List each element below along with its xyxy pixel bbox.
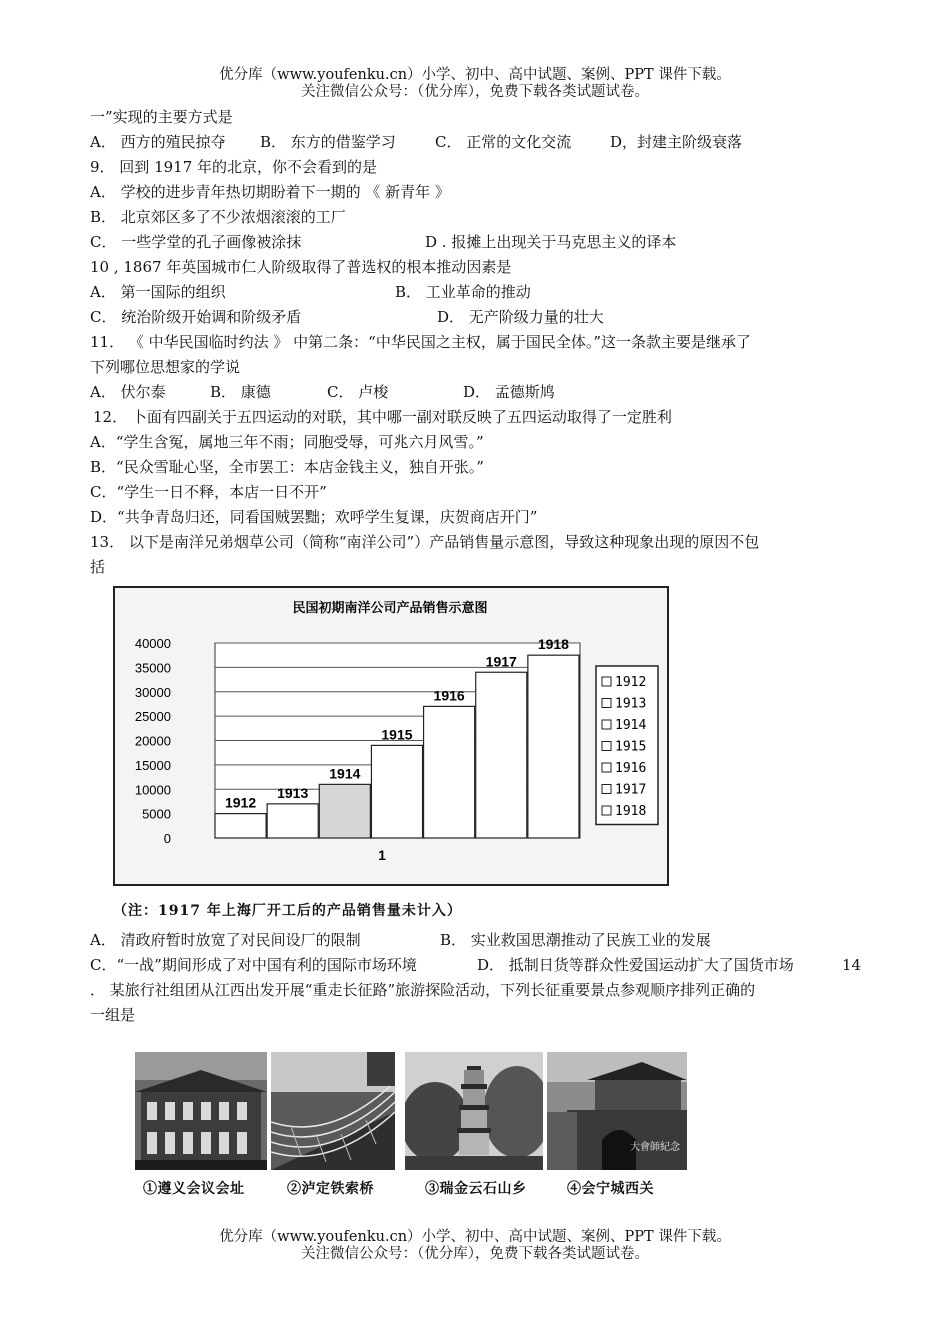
y-tick-label: 10000 <box>134 782 171 798</box>
y-tick-label: 15000 <box>134 757 171 773</box>
legend-label-1913: 1913 <box>615 696 647 712</box>
q8-stem-tail: 一”实现的主要方式是 <box>90 108 233 126</box>
q13-option-b: B． 实业救国思潮推动了民族工业的发展 <box>440 931 711 949</box>
legend-label-1912: 1912 <box>615 675 647 690</box>
bar-label-1914: 1914 <box>329 765 361 782</box>
sales-bar-chart <box>115 588 667 884</box>
bar-1913 <box>267 804 318 838</box>
q9-stem: 9． 回到 1917 年的北京，你不会看到的是 <box>90 158 378 176</box>
legend-swatch-1915 <box>602 742 611 751</box>
y-tick-label: 5000 <box>142 806 171 822</box>
q10-option-b: B． 工业革命的推动 <box>395 283 531 301</box>
q13-option-c: C．“一战”期间形成了对中国有利的国际市场环境 <box>90 956 417 974</box>
photo-ruijin-yunshishan <box>405 1052 543 1170</box>
caption-2: ②泸定铁索桥 <box>287 1181 374 1197</box>
chart-legend <box>596 666 658 825</box>
q9-option-c: C． 一些学堂的孔子画像被涂抹 <box>90 233 302 251</box>
header-line-2: 关注微信公众号：（优分库），免费下载各类试题试卷。 <box>301 84 649 100</box>
q8-options <box>90 132 870 152</box>
q12-option-c: C．“学生一日不释，本店一日不开” <box>90 483 327 501</box>
q8-option-b: B． 东方的借鉴学习 <box>260 133 396 151</box>
q9-option-a: A． 学校的进步青年热切期盼着下一期的 《 新青年 》 <box>90 183 450 201</box>
bar-1918 <box>528 655 579 838</box>
legend-swatch-1913 <box>602 699 611 708</box>
legend-swatch-1917 <box>602 785 611 794</box>
legend-swatch-1918 <box>602 806 611 815</box>
q13-option-d: D． 抵制日货等群众性爱国运动扩大了国货市场 <box>477 956 794 974</box>
q12-option-a: A．“学生含冤，属地三年不雨；同胞受辱，可兆六月风雪。” <box>90 433 484 451</box>
chart-title: 民国初期南洋公司产品销售示意图 <box>292 600 488 615</box>
bar-label-1918: 1918 <box>537 636 569 653</box>
chart-x-tick: 1 <box>378 847 386 863</box>
legend-label-1914: 1914 <box>615 718 647 733</box>
y-tick-label: 0 <box>163 831 171 846</box>
bar-label-1915: 1915 <box>381 726 413 743</box>
page-header <box>0 67 950 101</box>
photo-zunyi-meeting-site <box>135 1052 267 1170</box>
legend-label-1917: 1917 <box>615 782 647 798</box>
y-tick-label: 20000 <box>134 733 171 749</box>
caption-4: ④会宁城西关 <box>567 1181 654 1197</box>
header-line-1: 优分库（www.youfenku.cn）小学、初中、高中试题、案例、PPT 课件下载。 <box>219 67 731 83</box>
bar-1916 <box>424 706 475 838</box>
q10-option-d: D． 无产阶级力量的壮大 <box>437 308 604 326</box>
sales-chart-frame <box>113 586 669 886</box>
q11-option-b: B． 康德 <box>210 383 271 401</box>
footer-line-2: 关注微信公众号：（优分库），免费下载各类试题试卷。 <box>301 1246 649 1262</box>
q11-options <box>90 382 870 402</box>
legend-swatch-1912 <box>602 677 611 686</box>
q9-option-d: D . 报摊上出现关于马克思主义的译本 <box>425 233 677 251</box>
bar-label-1913: 1913 <box>277 784 309 801</box>
photo-luding-bridge <box>271 1052 395 1170</box>
bar-label-1917: 1917 <box>485 653 517 670</box>
q11-option-d: D． 孟德斯鸠 <box>463 383 555 401</box>
chart-note: （注：1917 年上海厂开工后的产品销售量未计入） <box>113 903 462 919</box>
chart-y-axis <box>135 636 171 846</box>
photo-huining-west-gate <box>547 1052 687 1170</box>
long-march-photos <box>135 1052 695 1202</box>
legend-label-1915: 1915 <box>615 739 647 755</box>
q8-option-d: D，封建主阶级衰落 <box>610 133 743 151</box>
q13-options-ab <box>90 930 870 950</box>
q14-stem-2: 一组是 <box>90 1006 136 1024</box>
q8-option-a: A． 西方的殖民掠夺 <box>90 133 226 151</box>
q11-option-c: C． 卢梭 <box>327 383 389 401</box>
q10-option-c: C． 统治阶级开始调和阶级矛盾 <box>90 308 302 326</box>
gate-stamp-text: 大會師紀念 <box>630 1142 680 1153</box>
y-tick-label: 30000 <box>134 684 171 700</box>
q9-option-b: B． 北京郊区多了不少浓烟滚滚的工厂 <box>90 208 346 226</box>
q12-stem: 12． 卜面有四副关于五四运动的对联，其中哪一副对联反映了五四运动取得了一定胜利 <box>93 408 672 426</box>
caption-1: ①遵义会议会址 <box>143 1181 245 1197</box>
bar-1917 <box>476 672 527 838</box>
q14-stem-1: ． 某旅行社组团从江西出发开展“重走长征路”旅游探险活动，下列长征重要景点参观顺序排列正确的 <box>90 981 756 999</box>
bar-label-1916: 1916 <box>433 687 465 704</box>
q13-stem-2: 括 <box>90 558 106 576</box>
q11-stem-1: 11． 《 中华民国临时约法 》 中第二条：“中华民国之主权，属于国民全体。”这一条款主要是继承了 <box>90 333 752 351</box>
legend-label-1918: 1918 <box>615 804 647 819</box>
bar-1914 <box>319 784 370 838</box>
page-footer <box>0 1229 950 1263</box>
q10-option-a: A． 第一国际的组织 <box>90 283 226 301</box>
footer-line-1: 优分库（www.youfenku.cn）小学、初中、高中试题、案例、PPT 课件下载。 <box>219 1229 731 1245</box>
q13-stem-1: 13． 以下是南洋兄弟烟草公司（简称“南洋公司”）产品销售量示意图，导致这种现象出现的原因不包 <box>90 533 760 551</box>
y-tick-label: 40000 <box>134 636 171 651</box>
q13-option-a: A． 清政府暂时放宽了对民间设厂的限制 <box>90 931 361 949</box>
q14-number: 14 <box>842 956 862 974</box>
y-tick-label: 25000 <box>134 709 171 725</box>
legend-swatch-1914 <box>602 720 611 729</box>
legend-label-1916: 1916 <box>615 761 647 776</box>
q11-stem-2: 下列哪位思想家的学说 <box>90 358 241 376</box>
q13-options-cd <box>90 955 880 975</box>
bar-label-1912: 1912 <box>224 794 257 811</box>
q12-option-d: D．“共争青岛归还，同看国贼罢黜；欢呼学生复课，庆贺商店开门” <box>90 508 538 526</box>
caption-3: ③瑞金云石山乡 <box>425 1181 527 1197</box>
y-tick-label: 35000 <box>134 660 171 676</box>
q12-option-b: B．“民众雪耻心坚，全市罢工：本店金钱主义，独自开张。” <box>90 458 484 476</box>
q11-option-a: A． 伏尔泰 <box>90 383 166 401</box>
q10-options-ab <box>90 282 870 302</box>
q10-stem: 10 , 1867 年英国城市仁人阶级取得了普选权的根本推动因素是 <box>90 258 512 276</box>
q9-options-cd <box>90 232 870 252</box>
q8-option-c: C． 正常的文化交流 <box>435 133 572 151</box>
bar-1912 <box>215 814 266 838</box>
q10-options-cd <box>90 307 870 327</box>
legend-swatch-1916 <box>602 763 611 772</box>
bar-1915 <box>371 745 422 838</box>
